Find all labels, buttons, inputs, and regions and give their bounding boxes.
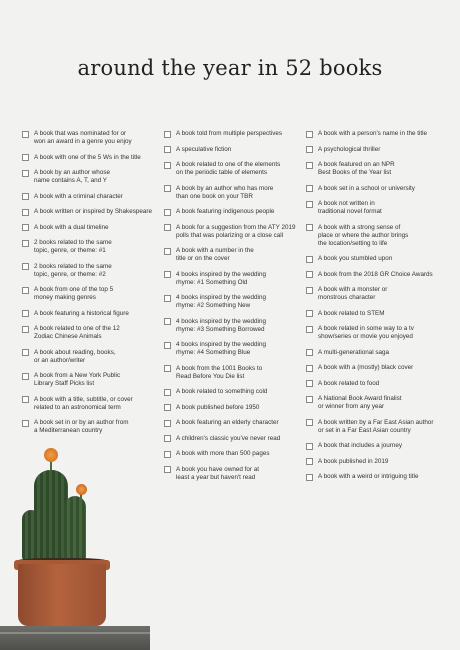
checkbox[interactable] <box>306 380 313 387</box>
checklist-item-label: A book related to something cold <box>176 388 268 395</box>
checkbox[interactable] <box>306 326 313 333</box>
checklist-item-label: A book with a title, subtitle, or cover related to an astronomical term <box>34 395 133 411</box>
checklist-item <box>22 349 160 365</box>
checklist-item-label: 4 books inspired by the wedding rhyme: #1 Something Old <box>176 270 266 286</box>
checklist-item <box>22 419 160 435</box>
checkbox[interactable] <box>306 458 313 465</box>
checkbox[interactable] <box>164 318 171 325</box>
checklist-item-label: 2 books related to the same topic, genre, or theme: #2 <box>34 262 112 278</box>
checkbox[interactable] <box>164 435 171 442</box>
checklist-item <box>164 450 302 458</box>
checklist-item-label: A book that was nominated for or won an award in a genre you enjoy <box>34 130 132 145</box>
checklist-item-label: A book written or inspired by Shakespeare <box>34 208 152 215</box>
checklist-item-label: A children's classic you've never read <box>176 434 281 442</box>
checkbox[interactable] <box>306 146 313 153</box>
checklist-item <box>164 388 302 396</box>
checklist-item <box>22 286 160 302</box>
checklist-item <box>306 224 444 248</box>
checklist-item-label: A book with a monster or monstrous character <box>318 286 388 301</box>
checkbox[interactable] <box>306 162 313 169</box>
checkbox[interactable] <box>306 287 313 294</box>
checklist-item-label: A book you have owned for at least a year but haven't read <box>176 465 259 481</box>
checklist-item-label: A book related to food <box>318 379 380 387</box>
checklist-item <box>22 154 160 162</box>
checklist-item <box>306 200 444 216</box>
checklist-item <box>22 130 160 146</box>
checklist-item-label: 4 books inspired by the wedding rhyme: #2 Something New <box>176 294 266 309</box>
page-title: around the year in 52 books <box>77 56 383 80</box>
checklist-item <box>306 442 444 450</box>
checklist-item <box>164 146 302 154</box>
checkbox[interactable] <box>164 146 171 153</box>
checklist-item <box>22 193 160 201</box>
pot-icon <box>18 564 106 626</box>
checklist-item <box>306 325 444 341</box>
checklist-item <box>306 255 444 263</box>
checkbox[interactable] <box>164 404 171 411</box>
checklist-item <box>306 473 444 481</box>
checkbox[interactable] <box>22 224 29 231</box>
checklist-item <box>306 146 444 154</box>
checkbox[interactable] <box>306 310 313 317</box>
checklist-item-label: A book with a strong sense of place or where the author brings the location/setting to life <box>318 223 409 247</box>
checklist-item-label: A book published in 2019 <box>318 457 389 465</box>
checkbox[interactable] <box>22 287 29 294</box>
checklist-item <box>164 161 302 177</box>
checkbox[interactable] <box>164 162 171 169</box>
checklist-item <box>164 294 302 310</box>
checklist-item <box>22 263 160 279</box>
checklist-item <box>164 341 302 357</box>
checklist-item <box>22 396 160 412</box>
checkbox[interactable] <box>164 209 171 216</box>
checkbox[interactable] <box>164 389 171 396</box>
checklist-item <box>22 372 160 388</box>
checklist-item <box>306 395 444 411</box>
checklist-item <box>22 325 160 341</box>
checkbox[interactable] <box>164 365 171 372</box>
checklist-item <box>306 364 444 372</box>
checklist-item <box>22 224 160 232</box>
book-stack <box>0 626 150 650</box>
checkbox[interactable] <box>22 170 29 177</box>
checklist-item-label: 4 books inspired by the wedding rhyme: #4 Something Blue <box>176 341 266 356</box>
checkbox[interactable] <box>164 131 171 138</box>
checklist-item-label: A book by an author whose name contains A, T, and Y <box>34 169 110 184</box>
checklist-item-label: A book featuring a historical figure <box>34 309 129 317</box>
checklist-item <box>306 419 444 435</box>
checklist-item-label: 4 books inspired by the wedding rhyme: #3 Something Borrowed <box>176 317 266 333</box>
checkbox[interactable] <box>22 373 29 380</box>
checkbox[interactable] <box>306 365 313 372</box>
checklist-item <box>306 185 444 193</box>
checklist-item-label: A multi-generational saga <box>318 348 390 356</box>
checkbox[interactable] <box>22 240 29 247</box>
checkbox[interactable] <box>22 326 29 333</box>
checklist-item <box>306 286 444 302</box>
checklist-item <box>164 130 302 138</box>
checkbox[interactable] <box>22 396 29 403</box>
checklist-item <box>22 239 160 255</box>
checklist-column-3 <box>306 130 444 489</box>
checkbox[interactable] <box>164 295 171 302</box>
checkbox[interactable] <box>306 224 313 231</box>
checkbox[interactable] <box>22 310 29 317</box>
checkbox[interactable] <box>306 396 313 403</box>
checkbox[interactable] <box>164 271 171 278</box>
checklist-item-label: A psychological thriller <box>318 145 381 153</box>
checklist-item-label: A book with a (mostly) black cover <box>318 364 414 371</box>
checklist-item-label: A book from the 2018 GR Choice Awards <box>318 270 433 278</box>
checkbox[interactable] <box>306 201 313 208</box>
checkbox[interactable] <box>164 185 171 192</box>
checklist-item-label: A book featuring an elderly character <box>176 419 279 426</box>
checkbox[interactable] <box>22 349 29 356</box>
checklist-column-2 <box>164 130 302 489</box>
checklist-item-label: A book you stumbled upon <box>318 255 393 262</box>
checklist-item-label: A book set in or by an author from a Mediterranean country <box>34 419 129 434</box>
checklist-item-label: A book from a New York Public Library Staff Picks list <box>34 372 121 387</box>
checklist-item <box>164 247 302 263</box>
checklist-item-label: A book with more than 500 pages <box>176 450 270 457</box>
checklist-item <box>164 208 302 216</box>
flower-icon <box>76 484 87 495</box>
checklist-item-label: A book with a person's name in the title <box>318 130 428 137</box>
checklist-item-label: A book set in a school or university <box>318 184 415 192</box>
checklist-item-label: A book published before 1950 <box>176 403 260 411</box>
checkbox[interactable] <box>306 131 313 138</box>
checklist-item <box>306 271 444 279</box>
checkbox[interactable] <box>164 420 171 427</box>
checklist-item <box>164 224 302 240</box>
checkbox[interactable] <box>306 419 313 426</box>
checklist-item <box>164 404 302 412</box>
checklist-item-label: A speculative fiction <box>176 145 232 153</box>
checklist-item-label: A book featuring indigenous people <box>176 208 275 215</box>
checklist-item-label: A book related to STEM <box>318 309 385 317</box>
checklist-item <box>164 185 302 201</box>
checklist-item-label: A book with a dual timeline <box>34 223 109 231</box>
checklist-item-label: A book that includes a journey <box>318 442 403 449</box>
checklist-item <box>22 169 160 185</box>
checklist-item <box>306 458 444 466</box>
checklist-item <box>164 419 302 427</box>
checkbox[interactable] <box>306 185 313 192</box>
checkbox[interactable] <box>164 451 171 458</box>
checklist-item-label: A book about reading, books, or an author/writer <box>34 348 116 364</box>
checklist-item-label: A book told from multiple perspectives <box>176 130 283 137</box>
checklist-item-label: A book for a suggestion from the ATY 2019 polls that was polarizing or a close call <box>176 223 296 239</box>
checklist-item-label: A book not written in traditional novel format <box>318 200 382 215</box>
checkbox[interactable] <box>306 443 313 450</box>
checkbox[interactable] <box>22 263 29 270</box>
checklist-item <box>22 310 160 318</box>
checkbox[interactable] <box>164 224 171 231</box>
checklist-item-label: 2 books related to the same topic, genre, or theme: #1 <box>34 239 112 254</box>
checkbox[interactable] <box>164 466 171 473</box>
checkbox[interactable] <box>306 271 313 278</box>
checklist-item <box>306 310 444 318</box>
checklist-item <box>164 318 302 334</box>
checkbox[interactable] <box>22 193 29 200</box>
checklist-item-label: A book by an author who has more than one book on your TBR <box>176 184 274 200</box>
checkbox[interactable] <box>306 474 313 481</box>
flower-icon <box>44 448 58 462</box>
checklist-item-label: A book from one of the top 5 money making genres <box>34 286 114 301</box>
checkbox[interactable] <box>306 256 313 263</box>
checkbox[interactable] <box>164 342 171 349</box>
checklist-item <box>306 380 444 388</box>
checkbox[interactable] <box>22 420 29 427</box>
checklist-item <box>306 130 444 138</box>
checklist-item-label: A book with a weird or intriguing title <box>318 473 419 480</box>
checklist-item <box>306 349 444 357</box>
checkbox[interactable] <box>22 154 29 161</box>
checklist-item-label: A book related in some way to a tv show/series or movie you enjoyed <box>318 325 414 340</box>
checklist-item <box>306 161 444 177</box>
checklist-item-label: A book written by a Far East Asian author or set in a Far East Asian country <box>318 418 434 434</box>
checkbox[interactable] <box>306 349 313 356</box>
checklist-item-label: A book with a criminal character <box>34 192 123 200</box>
checkbox[interactable] <box>22 131 29 138</box>
checklist-item <box>164 435 302 443</box>
checklist-item-label: A book related to one of the 12 Zodiac Chinese Animals <box>34 325 120 340</box>
checklist-item-label: A book from the 1001 Books to Read Before You Die list <box>176 364 263 380</box>
checklist-item <box>22 208 160 216</box>
checklist-item-label: A book with one of the 5 Ws in the title <box>34 153 141 161</box>
checkbox[interactable] <box>22 209 29 216</box>
checklist-item <box>164 271 302 287</box>
checklist-item <box>164 466 302 482</box>
checklist-item-label: A book featured on an NPR Best Books of the Year list <box>318 161 395 176</box>
checklist-item <box>164 365 302 381</box>
checklist-item-label: A book with a number in the title or on the cover <box>176 247 254 262</box>
checklist-item-label: A National Book Award finalist or winner from any year <box>318 395 402 410</box>
checklist-column-1 <box>22 130 160 443</box>
cactus-plant-illustration <box>0 440 150 650</box>
checklist-item-label: A book related to one of the elements on the periodic table of elements <box>176 161 281 176</box>
checkbox[interactable] <box>164 248 171 255</box>
